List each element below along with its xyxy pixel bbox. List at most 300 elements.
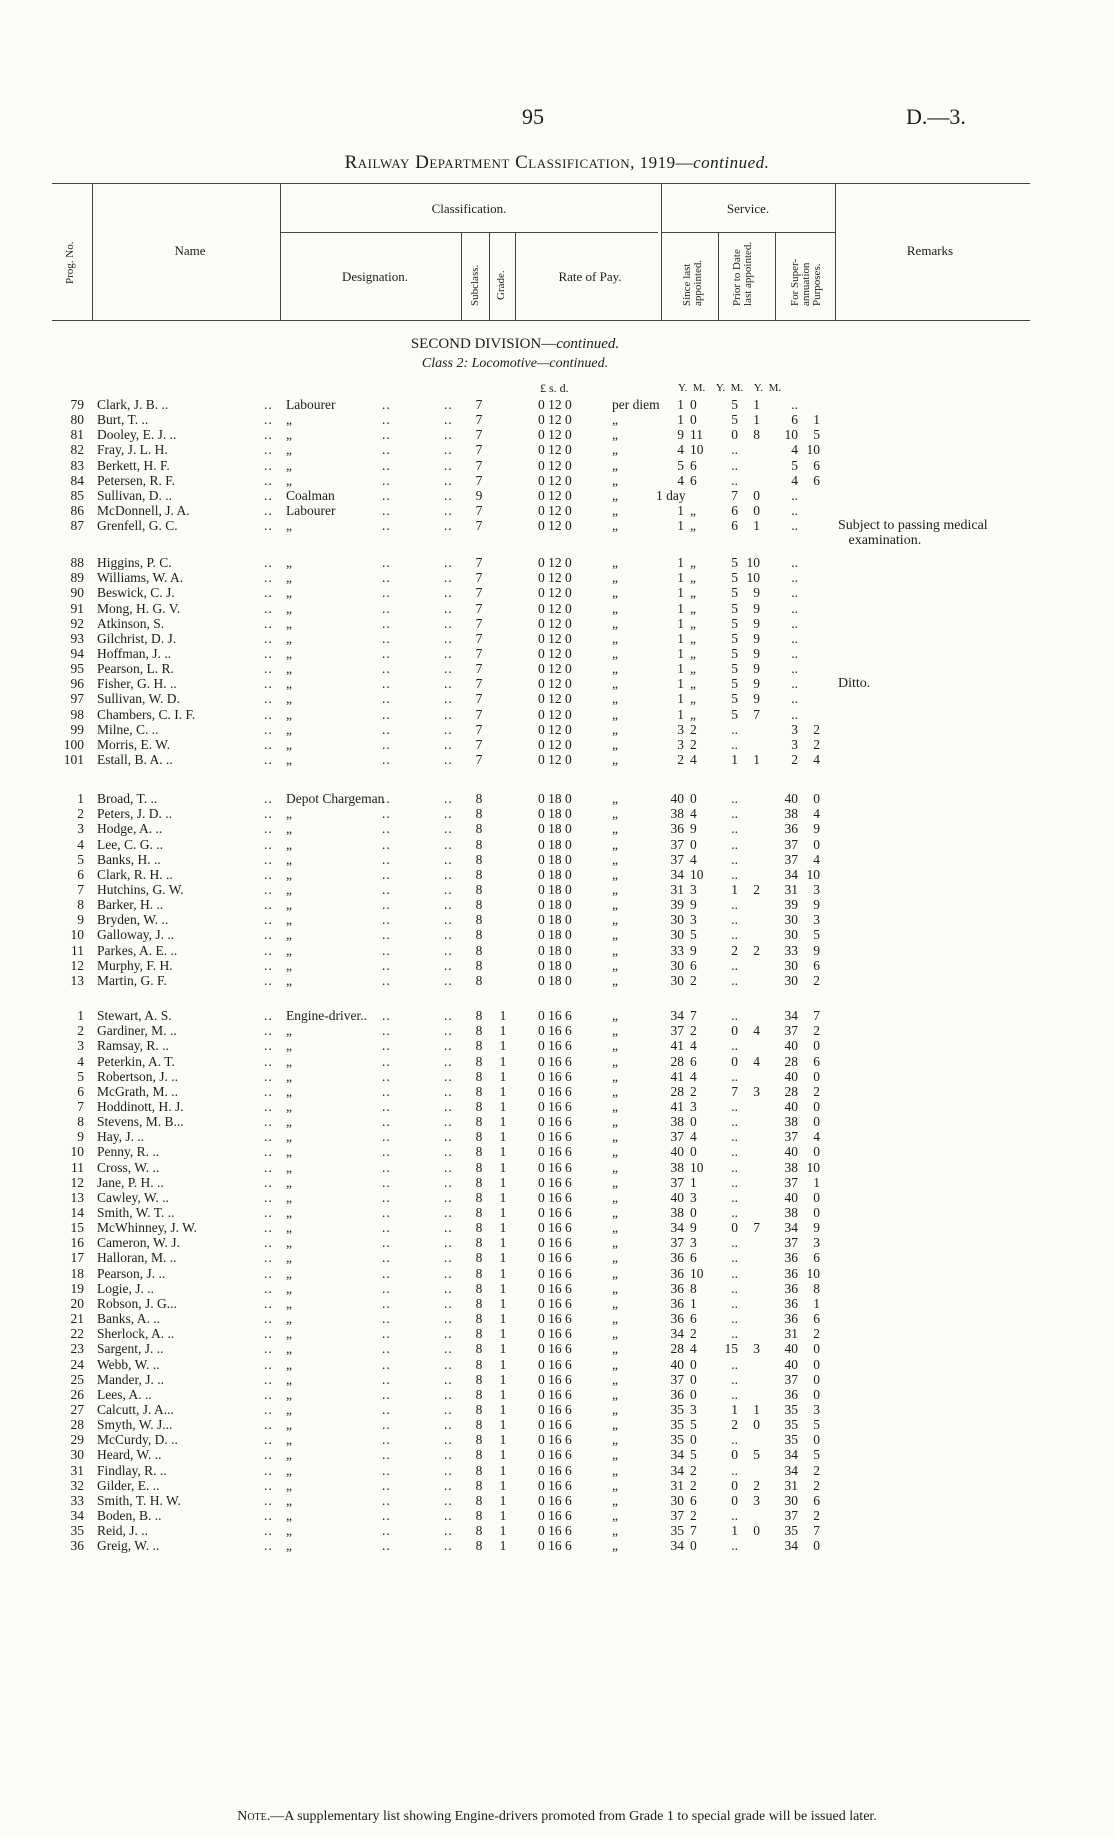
cell-per: „ <box>612 927 618 943</box>
cell-name: Webb, W. .. <box>97 1356 160 1372</box>
cell-name: Lees, A. .. <box>97 1386 152 1402</box>
cell-m1: „ <box>690 518 696 534</box>
cell-y1: 3 <box>677 721 684 737</box>
leader-dots: .. <box>444 555 453 570</box>
cell-no: 4 <box>77 836 84 852</box>
leader-dots: .. <box>444 1250 453 1266</box>
table-row <box>0 661 1114 676</box>
cell-m3: 0 <box>813 791 820 806</box>
cell-des: „ <box>286 1144 292 1160</box>
leader-dots: .. <box>444 412 453 428</box>
cell-y1: 40 <box>670 1189 684 1205</box>
cell-des: „ <box>286 570 292 586</box>
cell-grade: 1 <box>499 1053 507 1069</box>
cell-y3: 34 <box>784 1447 798 1463</box>
cell-sub: 8 <box>475 806 483 822</box>
cell-per: „ <box>612 957 618 973</box>
cell-y2: .. <box>731 1174 738 1190</box>
cell-pay: 0 18 0 <box>538 791 572 806</box>
cell-m3: 6 <box>813 457 820 473</box>
cell-sub: 8 <box>475 1326 483 1342</box>
cell-y1: 34 <box>670 1220 684 1236</box>
cell-y3: 37 <box>784 1129 798 1145</box>
cell-y2: .. <box>731 1295 738 1311</box>
leader-dots: .. <box>264 615 273 631</box>
cell-y3: 3 <box>791 721 798 737</box>
cell-y1: 37 <box>670 1023 684 1039</box>
cell-y1: 1 <box>677 615 684 631</box>
cell-m1: 0 <box>690 1386 697 1402</box>
cell-y2: .. <box>731 972 738 988</box>
cell-sub: 7 <box>475 676 483 692</box>
cell-no: 84 <box>70 472 84 488</box>
cell-y1: 35 <box>670 1417 684 1432</box>
cell-des: „ <box>286 897 292 912</box>
leader-dots: .. <box>382 1538 391 1554</box>
leader-dots: .. <box>444 927 453 943</box>
leader-dots: .. <box>382 1386 391 1402</box>
cell-name: Penny, R. .. <box>97 1144 160 1160</box>
cell-y2: 1 <box>731 752 738 767</box>
cell-y3: 31 <box>784 881 798 897</box>
cell-y1: 34 <box>670 1008 684 1023</box>
cell-m3: 2 <box>813 736 820 752</box>
cell-des: „ <box>286 942 292 958</box>
leader-dots: .. <box>382 1477 391 1493</box>
cell-name: Petersen, R. F. <box>97 472 176 488</box>
cell-des: „ <box>286 1280 292 1296</box>
leader-dots: .. <box>382 397 391 412</box>
cell-per: „ <box>612 1114 618 1129</box>
cell-y3: 36 <box>784 1250 798 1266</box>
leader-dots: .. <box>444 1053 453 1069</box>
cell-m1: 0 <box>690 1144 697 1160</box>
cell-m1: 0 <box>690 1371 697 1387</box>
cell-m3: 0 <box>813 836 820 852</box>
table-row <box>0 1220 1114 1235</box>
leader-dots: .. <box>264 1492 273 1508</box>
cell-des: „ <box>286 555 292 570</box>
cell-name: Clark, R. H. .. <box>97 866 173 882</box>
table-row <box>0 1084 1114 1099</box>
cell-sub: 7 <box>475 570 483 586</box>
cell-per: „ <box>612 1068 618 1084</box>
cell-name: Heard, W. .. <box>97 1447 162 1463</box>
cell-y2: 15 <box>724 1341 738 1357</box>
leader-dots: .. <box>264 806 273 822</box>
cell-m1: 6 <box>690 1053 697 1069</box>
cell-des: „ <box>286 736 292 752</box>
table-row <box>0 1296 1114 1311</box>
cell-per: „ <box>612 1386 618 1402</box>
cell-no: 1 <box>77 1008 84 1023</box>
cell-y2: .. <box>731 1159 738 1175</box>
cell-y1: 34 <box>670 1447 684 1463</box>
cell-des: „ <box>286 1053 292 1069</box>
cell-per: „ <box>612 1523 618 1539</box>
cell-m3: 0 <box>813 1356 820 1372</box>
cell-sub: 7 <box>475 472 483 488</box>
cell-name: Reid, J. .. <box>97 1523 149 1539</box>
leader-dots: .. <box>444 706 453 722</box>
cell-des: „ <box>286 721 292 737</box>
leader-dots: .. <box>444 791 453 806</box>
cell-name: Logie, J. .. <box>97 1280 154 1296</box>
cell-y2: 6 <box>731 518 738 534</box>
cell-y3: .. <box>791 676 798 692</box>
cell-y1: 40 <box>670 1356 684 1372</box>
cell-no: 79 <box>70 397 84 412</box>
cell-m3: 2 <box>813 972 820 988</box>
leader-dots: .. <box>382 957 391 973</box>
header-prior-to: Prior to Date last appointed. <box>731 241 754 306</box>
cell-m1: 4 <box>690 806 697 822</box>
cell-pay: 0 18 0 <box>538 912 572 928</box>
leader-dots: .. <box>264 442 273 458</box>
cell-per: „ <box>612 806 618 822</box>
cell-per: „ <box>612 1265 618 1281</box>
table-row <box>0 1205 1114 1220</box>
cell-pay: 0 18 0 <box>538 806 572 822</box>
cell-pay: 0 16 6 <box>538 1311 572 1326</box>
cell-m1: 7 <box>690 1008 697 1023</box>
table-row <box>0 752 1114 767</box>
cell-sub: 8 <box>475 1129 483 1145</box>
leader-dots: .. <box>382 752 391 767</box>
leader-dots: .. <box>444 691 453 707</box>
leader-dots: .. <box>264 1341 273 1357</box>
cell-grade: 1 <box>499 1462 507 1478</box>
table-row <box>0 958 1114 973</box>
cell-sub: 7 <box>475 645 483 661</box>
cell-m3: 5 <box>813 927 820 943</box>
leader-dots: .. <box>444 881 453 897</box>
cell-m3: 3 <box>813 912 820 928</box>
cell-name: Murphy, F. H. <box>97 957 173 973</box>
cell-m3: 6 <box>813 1250 820 1266</box>
cell-des: Engine-driver.. <box>286 1008 367 1023</box>
cell-y1: 1 <box>677 645 684 661</box>
cell-sub: 8 <box>475 791 483 806</box>
cell-des: „ <box>286 1189 292 1205</box>
cell-name: Bryden, W. .. <box>97 912 169 928</box>
cell-m1: 2 <box>690 736 697 752</box>
table-row <box>0 646 1114 661</box>
col-rule-prior <box>775 232 776 320</box>
cell-per: „ <box>612 972 618 988</box>
cell-pay: 0 16 6 <box>538 1235 572 1251</box>
cell-sub: 8 <box>475 1356 483 1372</box>
leader-dots: .. <box>444 472 453 488</box>
cell-no: 18 <box>70 1265 84 1281</box>
cell-no: 6 <box>77 1083 84 1099</box>
cell-m2: 9 <box>753 585 760 601</box>
cell-sub: 8 <box>475 1386 483 1402</box>
cell-y3: .. <box>791 570 798 586</box>
leader-dots: .. <box>264 585 273 601</box>
cell-m2: 1 <box>753 518 760 534</box>
cell-no: 7 <box>77 1098 84 1114</box>
leader-dots: .. <box>444 1326 453 1342</box>
cell-y2: .. <box>731 1386 738 1402</box>
cell-m1: „ <box>690 676 696 692</box>
leader-dots: .. <box>444 912 453 928</box>
cell-grade: 1 <box>499 1129 507 1145</box>
cell-m3: 9 <box>813 942 820 958</box>
cell-m1: 10 <box>690 1265 704 1281</box>
cell-sub: 8 <box>475 1462 483 1478</box>
cell-m1: 10 <box>690 442 704 458</box>
table-row <box>0 503 1114 518</box>
cell-y3: 37 <box>784 1235 798 1251</box>
leader-dots: .. <box>264 957 273 973</box>
footnote <box>0 1809 1114 1825</box>
cell-no: 86 <box>70 503 84 519</box>
cell-y3: 3 <box>791 736 798 752</box>
cell-name: Smith, W. T. .. <box>97 1205 175 1220</box>
cell-y2: .. <box>731 912 738 928</box>
leader-dots: .. <box>382 487 391 503</box>
cell-pay: 0 12 0 <box>538 457 572 473</box>
cell-m1: 9 <box>690 1220 697 1236</box>
cell-name: Barker, H. .. <box>97 897 164 912</box>
cell-name: Peterkin, A. T. <box>97 1053 175 1069</box>
table-row <box>0 676 1114 691</box>
cell-name: Pearson, L. R. <box>97 661 174 676</box>
cell-per: „ <box>612 1311 618 1326</box>
cell-no: 29 <box>70 1432 84 1448</box>
cell-grade: 1 <box>499 1144 507 1160</box>
cell-per: „ <box>612 600 618 616</box>
cell-des: „ <box>286 706 292 722</box>
cell-sub: 7 <box>475 457 483 473</box>
leader-dots: .. <box>264 1023 273 1039</box>
cell-y3: 37 <box>784 1174 798 1190</box>
leader-dots: .. <box>444 1341 453 1357</box>
leader-dots: .. <box>382 691 391 707</box>
cell-sub: 8 <box>475 912 483 928</box>
leader-dots: .. <box>382 442 391 458</box>
cell-name: Peters, J. D. .. <box>97 806 172 822</box>
cell-des: „ <box>286 836 292 852</box>
cell-grade: 1 <box>499 1159 507 1175</box>
cell-name: McGrath, M. .. <box>97 1083 178 1099</box>
cell-name: Stevens, M. B... <box>97 1114 184 1129</box>
cell-per: „ <box>612 615 618 631</box>
cell-grade: 1 <box>499 1447 507 1463</box>
cell-y3: 35 <box>784 1401 798 1417</box>
cell-m1: 8 <box>690 1280 697 1296</box>
cell-name: Hutchins, G. W. <box>97 881 184 897</box>
leader-dots: .. <box>264 706 273 722</box>
cell-pay: 0 16 6 <box>538 1401 572 1417</box>
cell-name: Mong, H. G. V. <box>97 600 181 616</box>
section-title-main: SECOND DIVISION— <box>410 336 557 352</box>
cell-m1: 0 <box>690 1432 697 1448</box>
cell-sub: 7 <box>475 503 483 519</box>
cell-m3: 0 <box>813 1432 820 1448</box>
leader-dots: .. <box>444 1068 453 1084</box>
cell-sub: 8 <box>475 957 483 973</box>
cell-pay: 0 16 6 <box>538 1341 572 1357</box>
cell-m3: 5 <box>813 1417 820 1432</box>
cell-pay: 0 12 0 <box>538 691 572 707</box>
cell-m2: 10 <box>746 570 760 586</box>
cell-y3: 28 <box>784 1083 798 1099</box>
cell-m3: 0 <box>813 1114 820 1129</box>
cell-des: „ <box>286 1447 292 1463</box>
leader-dots: .. <box>382 630 391 646</box>
cell-y2: .. <box>731 1189 738 1205</box>
leader-dots: .. <box>382 1053 391 1069</box>
cell-m1: 3 <box>690 1189 697 1205</box>
cell-m2: 9 <box>753 676 760 692</box>
cell-y1: 28 <box>670 1083 684 1099</box>
cell-m1: „ <box>690 585 696 601</box>
cell-per: „ <box>612 661 618 676</box>
leader-dots: .. <box>264 1417 273 1432</box>
leader-dots: .. <box>264 1068 273 1084</box>
cell-m1: 4 <box>690 752 697 767</box>
cell-y2: 7 <box>731 1083 738 1099</box>
leader-dots: .. <box>444 1008 453 1023</box>
leader-dots: .. <box>382 736 391 752</box>
cell-m1: 3 <box>690 1401 697 1417</box>
cell-des: „ <box>286 1068 292 1084</box>
cell-no: 28 <box>70 1417 84 1432</box>
leader-dots: .. <box>264 1265 273 1281</box>
cell-grade: 1 <box>499 1235 507 1251</box>
cell-y3: 6 <box>791 412 798 428</box>
cell-y1: 30 <box>670 972 684 988</box>
cell-no: 82 <box>70 442 84 458</box>
cell-y1: 34 <box>670 1326 684 1342</box>
cell-pay: 0 16 6 <box>538 1295 572 1311</box>
cell-pay: 0 16 6 <box>538 1417 572 1432</box>
cell-per: „ <box>612 821 618 837</box>
leader-dots: .. <box>382 972 391 988</box>
cell-no: 9 <box>77 1129 84 1145</box>
leader-dots: .. <box>264 472 273 488</box>
cell-sub: 8 <box>475 1341 483 1357</box>
header-prog-no: Prog. No. <box>64 241 76 284</box>
cell-per: „ <box>612 1462 618 1478</box>
cell-y3: 34 <box>784 1220 798 1236</box>
cell-y1: 2 <box>677 752 684 767</box>
cell-m3: 2 <box>813 1477 820 1493</box>
cell-y3: 40 <box>784 1356 798 1372</box>
cell-des: „ <box>286 1129 292 1145</box>
cell-m1: 2 <box>690 1023 697 1039</box>
cell-y1: 37 <box>670 1235 684 1251</box>
cell-no: 88 <box>70 555 84 570</box>
table-row <box>0 1235 1114 1250</box>
cell-pay: 0 18 0 <box>538 972 572 988</box>
cell-name: Banks, A. .. <box>97 1311 161 1326</box>
cell-m1: 6 <box>690 472 697 488</box>
cell-pay: 0 18 0 <box>538 866 572 882</box>
cell-no: 23 <box>70 1341 84 1357</box>
cell-per: „ <box>612 721 618 737</box>
table-row <box>0 601 1114 616</box>
leader-dots: .. <box>382 1523 391 1539</box>
cell-m1: 2 <box>690 721 697 737</box>
cell-des: „ <box>286 927 292 943</box>
cell-sub: 8 <box>475 1311 483 1326</box>
cell-y3: .. <box>791 555 798 570</box>
cell-per: „ <box>612 457 618 473</box>
cell-m3: 0 <box>813 1386 820 1402</box>
cell-sub: 9 <box>475 487 483 503</box>
cell-y3: 10 <box>784 427 798 443</box>
cell-no: 30 <box>70 1447 84 1463</box>
cell-no: 2 <box>77 806 84 822</box>
leader-dots: .. <box>444 1144 453 1160</box>
leader-dots: .. <box>264 912 273 928</box>
leader-dots: .. <box>264 881 273 897</box>
cell-y1: 41 <box>670 1098 684 1114</box>
cell-pay: 0 16 6 <box>538 1220 572 1236</box>
cell-y3: 37 <box>784 1371 798 1387</box>
cell-m1: 0 <box>690 836 697 852</box>
cell-m1: „ <box>690 706 696 722</box>
leader-dots: .. <box>382 1023 391 1039</box>
leader-dots: .. <box>444 1432 453 1448</box>
leader-dots: .. <box>264 1250 273 1266</box>
leader-dots: .. <box>444 1356 453 1372</box>
cell-m1: 4 <box>690 1129 697 1145</box>
cell-m1: „ <box>690 661 696 676</box>
service-units: Y. M. Y. M. Y. M. <box>678 382 782 394</box>
table-row <box>0 1538 1114 1553</box>
cell-m1: 2 <box>690 972 697 988</box>
title-main: Railway Department Classification <box>344 152 631 173</box>
cell-grade: 1 <box>499 1311 507 1326</box>
table-row <box>0 1432 1114 1447</box>
cell-pay: 0 12 0 <box>538 661 572 676</box>
cell-per: „ <box>612 1341 618 1357</box>
cell-y3: 33 <box>784 942 798 958</box>
cell-y2: 5 <box>731 630 738 646</box>
leader-dots: .. <box>444 1280 453 1296</box>
cell-pay: 0 12 0 <box>538 615 572 631</box>
table-row <box>0 1281 1114 1296</box>
cell-no: 3 <box>77 821 84 837</box>
cell-m2: 1 <box>753 1401 760 1417</box>
cell-pay: 0 16 6 <box>538 1265 572 1281</box>
cell-per: „ <box>612 942 618 958</box>
cell-m1: „ <box>690 615 696 631</box>
leader-dots: .. <box>382 1401 391 1417</box>
cell-des: „ <box>286 1477 292 1493</box>
cell-m1: 0 <box>690 1205 697 1220</box>
cell-sub: 7 <box>475 412 483 428</box>
cell-sub: 7 <box>475 661 483 676</box>
cell-y3: 40 <box>784 1341 798 1357</box>
cell-sub: 8 <box>475 1265 483 1281</box>
table-row <box>0 473 1114 488</box>
cell-per: „ <box>612 676 618 692</box>
cell-pay: 0 12 0 <box>538 570 572 586</box>
cell-m1: 6 <box>690 1492 697 1508</box>
table-row <box>0 722 1114 737</box>
cell-no: 24 <box>70 1356 84 1372</box>
cell-m1: „ <box>690 600 696 616</box>
table-row <box>0 691 1114 706</box>
cell-y2: 2 <box>731 1417 738 1432</box>
leader-dots: .. <box>444 752 453 767</box>
cell-sub: 7 <box>475 397 483 412</box>
